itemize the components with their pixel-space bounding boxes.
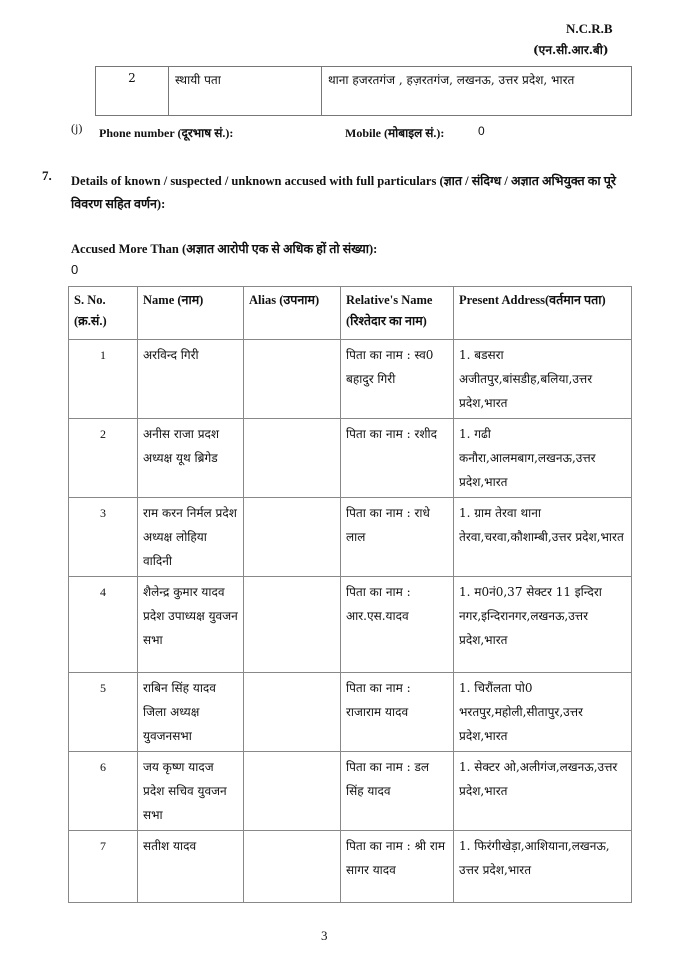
row-address: 1. बडसरा अजीतपुर,बांसडीह,बलिया,उत्तर प्रदेश,भारत: [454, 340, 632, 419]
row-name: राम करन निर्मल प्रदेश अध्यक्ष लोहिया वादिनी: [138, 498, 244, 577]
table-row: [69, 752, 632, 831]
section-number: 7.: [42, 168, 52, 183]
address-type: स्थायी पता: [169, 67, 322, 116]
row-relative: पिता का नाम : आर.एस.यादव: [341, 577, 454, 673]
table-row: [69, 831, 632, 903]
row-relative: पिता का नाम : श्री राम सागर यादव: [341, 831, 454, 903]
row-relative: पिता का नाम : स्व0 बहादुर गिरी: [341, 340, 454, 419]
header-relative: Relative's Name (रिश्तेदार का नाम): [341, 287, 454, 340]
row-sno: 6: [69, 752, 138, 831]
header-sno: S. No. (क्र.सं.): [69, 287, 138, 340]
row-address: 1. सेक्टर ओ,अलीगंज,लखनऊ,उत्तर प्रदेश,भारत: [454, 752, 632, 831]
row-address: 1. ग्राम तेरवा थाना तेरवा,चरवा,कौशाम्बी,उत्तर प्रदेश,भारत: [454, 498, 632, 577]
row-address: 1. म0नं0,37 सेक्टर 11 इन्दिरा नगर,इन्दिरानगर,लखनऊ,उत्तर प्रदेश,भारत: [454, 577, 632, 673]
row-sno: 7: [69, 831, 138, 903]
row-alias: [244, 673, 341, 752]
row-name: जय कृष्ण यादज प्रदेश सचिव युवजन सभा: [138, 752, 244, 831]
row-sno: 2: [69, 419, 138, 498]
row-sno: 1: [69, 340, 138, 419]
mobile-value: 0: [478, 124, 485, 138]
row-relative: पिता का नाम : डल सिंह यादव: [341, 752, 454, 831]
address-table: [95, 66, 632, 116]
row-alias: [244, 831, 341, 903]
mobile-label: Mobile (मोबाइल सं.):: [345, 126, 445, 140]
label-j: (j): [71, 121, 83, 135]
table-row: [69, 340, 632, 419]
accused-more-value: 0: [71, 262, 79, 277]
row-address: 1. चिरौंलता पो0 भरतपुर,महोली,सीतापुर,उत्तर प्रदेश,भारत: [454, 673, 632, 752]
row-relative: पिता का नाम : राधे लाल: [341, 498, 454, 577]
table-row: [69, 577, 632, 673]
ncrb-header: N.C.R.B: [566, 21, 613, 36]
header-name: Name (नाम): [138, 287, 244, 340]
table-header-row: [69, 287, 632, 340]
row-address: 1. फिरंगीखेड़ा,आशियाना,लखनऊ, उत्तर प्रदेश,भारत: [454, 831, 632, 903]
row-sno: 4: [69, 577, 138, 673]
accused-table: [68, 286, 632, 903]
row-sno: 3: [69, 498, 138, 577]
row-sno: 5: [69, 673, 138, 752]
phone-number-label: Phone number (दूरभाष सं.):: [99, 126, 234, 140]
row-relative: पिता का नाम : रशीद: [341, 419, 454, 498]
row-name: अरविन्द गिरी: [138, 340, 244, 419]
address-sno: 2: [96, 67, 169, 116]
row-name: सतीश यादव: [138, 831, 244, 903]
header-alias: Alias (उपनाम): [244, 287, 341, 340]
table-row: [69, 419, 632, 498]
table-row: [69, 498, 632, 577]
address-value: थाना हजरतगंज , हज़रतगंज, लखनऊ, उत्तर प्रदेश, भारत: [322, 67, 632, 116]
row-alias: [244, 419, 341, 498]
row-address: 1. गढी कनौरा,आलमबाग,लखनऊ,उत्तर प्रदेश,भारत: [454, 419, 632, 498]
header-address: Present Address(वर्तमान पता): [454, 287, 632, 340]
row-alias: [244, 752, 341, 831]
page-number: 3: [321, 928, 328, 943]
accused-more-label: Accused More Than (अज्ञात आरोपी एक से अधिक हों तो संख्या):: [71, 242, 378, 256]
row-alias: [244, 340, 341, 419]
row-name: शैलेन्द्र कुमार यादव प्रदेश उपाध्यक्ष युवजन सभा: [138, 577, 244, 673]
table-row: [69, 673, 632, 752]
section-7-heading: Details of known / suspected / unknown accused with full particulars (ज्ञात / संदिग्ध / अज्ञात अभियुक्त का पूरे विवरण सहित वर्णन):: [71, 174, 616, 211]
row-relative: पिता का नाम : राजाराम यादव: [341, 673, 454, 752]
row-alias: [244, 577, 341, 673]
row-alias: [244, 498, 341, 577]
row-name: अनीस राजा प्रदश अध्यक्ष यूथ ब्रिगेड: [138, 419, 244, 498]
ncrb-header-hindi: (एन.सी.आर.बी): [533, 43, 609, 57]
row-name: राबिन सिंह यादव जिला अध्यक्ष युवजनसभा: [138, 673, 244, 752]
table-row: [96, 67, 632, 116]
